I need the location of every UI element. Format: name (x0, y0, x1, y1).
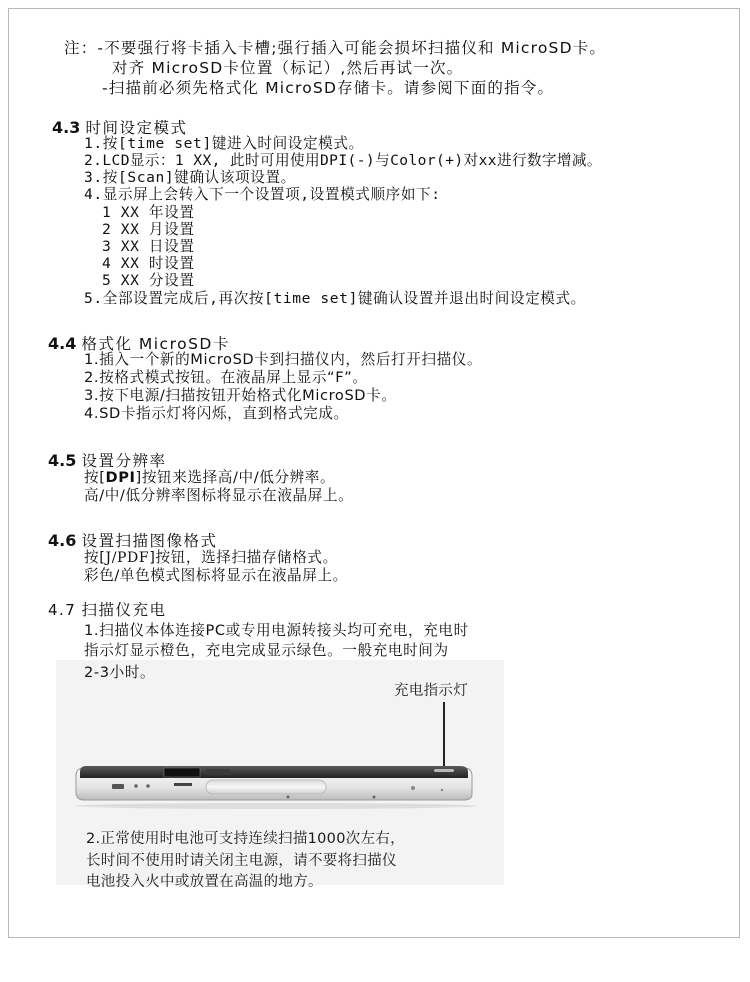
button-dot (134, 784, 138, 788)
s45-pre: 按[ (84, 469, 106, 486)
s45-line-1 (84, 469, 335, 487)
s43-step-1: 1.按[time set]键进入时间设定模式。 (84, 135, 364, 152)
note-line-1: 注：-不要强行将卡插入卡槽;强行插入可能会损坏扫描仪和 MicroSD卡。 (64, 39, 607, 57)
lcd-window (164, 768, 200, 777)
lcd-highlight (206, 769, 230, 775)
s43-mode-4: 4 XX 时设置 (102, 255, 195, 272)
dpi-key-label: DPI (105, 469, 136, 486)
scanner-photo (56, 660, 504, 890)
button-dot (146, 784, 150, 788)
s43-step-4: 4.显示屏上会转入下一个设置项,设置模式顺序如下: (84, 186, 441, 203)
section-number: 4.3 (52, 118, 81, 137)
s47-p2-line-1: 2.正常使用时电池可支持连续扫描1000次左右， (86, 831, 405, 847)
s46-line-2: 彩色/单色模式图标将显示在液晶屏上。 (84, 567, 348, 584)
s43-mode-3: 3 XX 日设置 (102, 238, 195, 255)
screw-dot (411, 786, 415, 790)
s44-step-3: 3.按下电源/扫描按钮开始格式化MicroSD卡。 (84, 387, 397, 404)
s43-step-5: 5.全部设置完成后,再次按[time set]键确认设置并退出时间设定模式。 (84, 290, 586, 307)
scanner-shadow (76, 803, 476, 809)
s46-pre: 按[ (84, 549, 106, 566)
charge-indicator-label: 充电指示灯 (394, 683, 468, 699)
usb-port (112, 784, 124, 789)
screw-dot (287, 796, 290, 799)
s47-p1-line-1: 1.扫描仪本体连接PC或专用电源转接头均可充电，充电时 (84, 622, 469, 639)
s44-step-4: 4.SD卡指示灯将闪烁，直到格式完成。 (84, 405, 349, 422)
scanner-top-panel (80, 766, 468, 778)
section-number: 4.7 (48, 601, 77, 619)
section-number: 4.5 (48, 451, 77, 470)
note-line-3: -扫描前必须先格式化 MicroSD存储卡。请参阅下面的指令。 (102, 79, 555, 97)
section-title: 格式化 MicroSD卡 (81, 335, 230, 353)
s46-line-1 (84, 549, 338, 568)
s47-p2-line-3: 电池投入火中或放置在高温的地方。 (86, 874, 323, 890)
s43-step-3: 3.按[Scan]键确认该项设置。 (84, 169, 296, 186)
s44-step-1: 1.插入一个新的MicroSD卡到扫描仪内，然后打开扫描仪。 (84, 351, 483, 368)
s45-line-2: 高/中/低分辨率图标将显示在液晶屏上。 (84, 487, 354, 504)
s47-p1-line-2: 指示灯显示橙色，充电完成显示绿色。一般充电时间为 (84, 642, 449, 659)
section-number: 4.4 (48, 334, 77, 353)
charge-indicator-light (434, 769, 454, 772)
s46-post: ]按钮，选择扫描存储格式。 (149, 549, 338, 566)
s43-step-2: 2.LCD显示：1 XX, 此时可用使用DPI(-)与Color(+)对xx进行数字增减。 (84, 152, 602, 169)
s43-mode-2: 2 XX 月设置 (102, 221, 195, 238)
s45-post: ]按钮来选择高/中/低分辨率。 (135, 469, 336, 486)
section-number: 4.6 (48, 531, 77, 550)
section-title: 扫描仪充电 (81, 601, 167, 619)
section-title: 设置分辨率 (81, 452, 167, 470)
section-title: 时间设定模式 (85, 119, 188, 137)
s43-mode-5: 5 XX 分设置 (102, 272, 195, 289)
scan-window (206, 780, 326, 794)
section-title: 设置扫描图像格式 (81, 532, 218, 550)
screw-dot (441, 789, 443, 791)
section-4-5-heading (48, 449, 166, 471)
note-line-2: 对齐 MicroSD卡位置（标记）,然后再试一次。 (112, 59, 464, 77)
sd-slot (174, 783, 192, 786)
s47-p2-line-2: 长时间不使用时请关闭主电源，请不要将扫描仪 (86, 853, 397, 869)
s43-mode-1: 1 XX 年设置 (102, 204, 195, 221)
s47-p1-line-3: 2-3小时。 (84, 664, 156, 681)
section-4-7-heading (48, 598, 166, 620)
s44-step-2: 2.按格式模式按钮。在液晶屏上显示“F”。 (84, 369, 368, 386)
section-4-6-heading (48, 529, 217, 551)
jpdf-key-label: J/PDF (105, 550, 150, 566)
screw-dot (373, 796, 376, 799)
